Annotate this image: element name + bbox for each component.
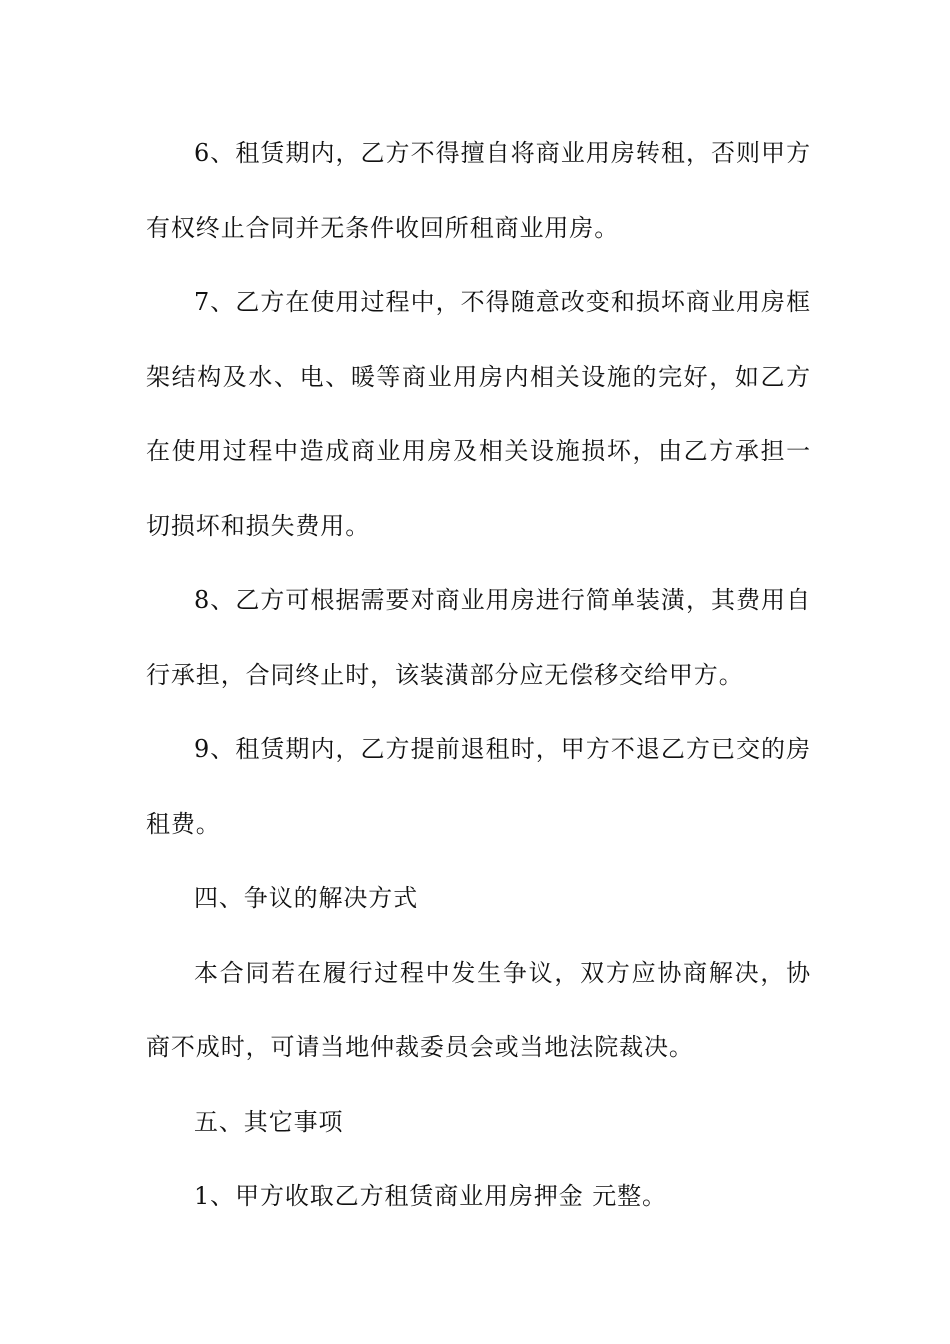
clause-9: 9、租赁期内，乙方提前退租时，甲方不退乙方已交的房租费。 — [146, 735, 811, 838]
clause-8: 8、乙方可根据需要对商业用房进行简单装潢，其费用自行承担，合同终止时，该装潢部分应无偿移交给甲方。 — [146, 586, 811, 689]
clause-7: 7、乙方在使用过程中，不得随意改变和损坏商业用房框架结构及水、电、暖等商业用房内相关设施的完好，如乙方在使用过程中造成商业用房及相关设施损坏，由乙方承担一切损坏和损失费用。 — [146, 288, 811, 540]
dispute-resolution-text: 本合同若在履行过程中发生争议，双方应协商解决，协商不成时，可请当地仲裁委员会或当地法院裁决。 — [146, 958, 811, 1061]
clause-6: 6、租赁期内，乙方不得擅自将商业用房转租，否则甲方有权终止合同并无条件收回所租商业用房。 — [146, 139, 811, 242]
document-body — [146, 116, 811, 1234]
section-heading-other-matters: 五、其它事项 — [194, 1107, 344, 1136]
other-matters-clause-1: 1、甲方收取乙方租赁商业用房押金 元整。 — [194, 1182, 667, 1210]
section-heading-dispute: 四、争议的解决方式 — [194, 884, 419, 912]
